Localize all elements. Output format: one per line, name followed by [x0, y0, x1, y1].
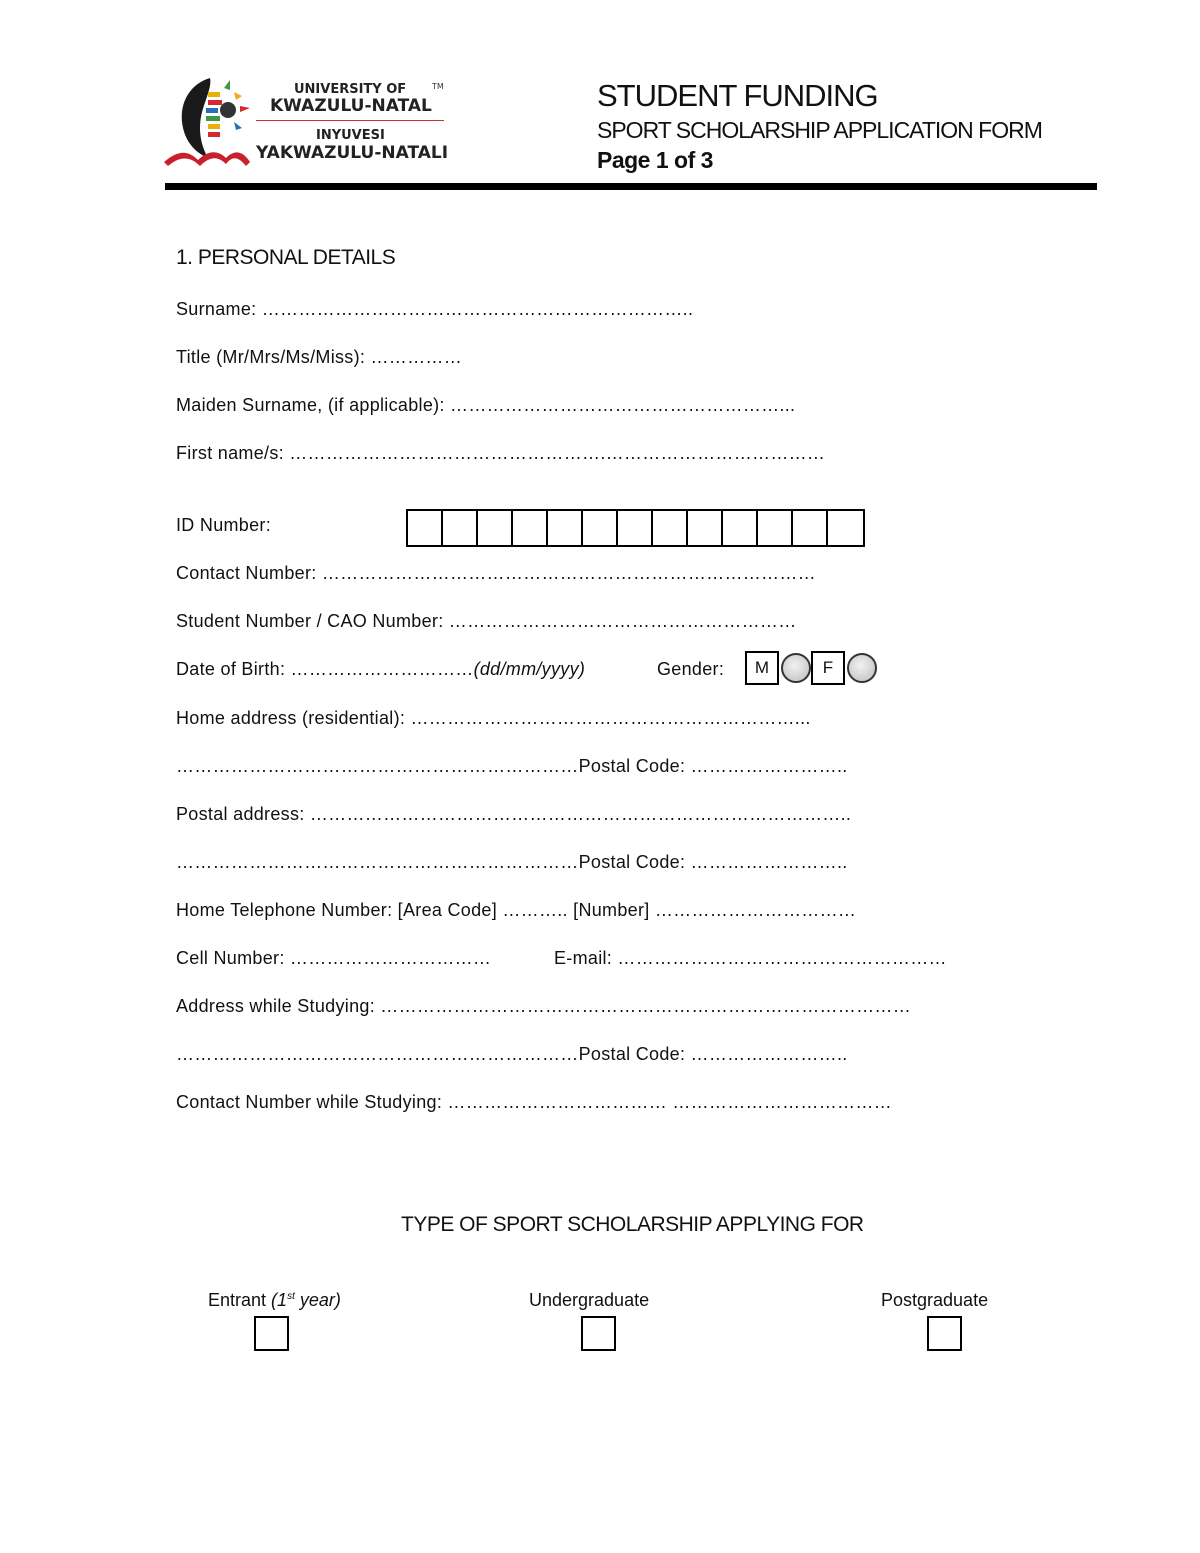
undergraduate-checkbox[interactable] [581, 1316, 616, 1351]
entrant-checkbox[interactable] [254, 1316, 289, 1351]
entrant-label-superscript: st [287, 1291, 295, 1302]
header-divider [165, 183, 1097, 190]
cell-number-field[interactable]: Cell Number: …………………………… [176, 948, 492, 968]
date-of-birth-field[interactable]: Date of Birth: ………………………… [176, 659, 474, 679]
gender-f-radio[interactable] [847, 653, 877, 683]
id-digit-box[interactable] [548, 511, 583, 545]
surname-field[interactable]: Surname: …………………………………………………………….. [176, 299, 694, 319]
email-field[interactable]: E-mail: ……………………………………………… [554, 948, 947, 968]
postal-address-field[interactable]: Postal address: …………………………………………………………………………….. [176, 804, 852, 824]
id-digit-box[interactable] [723, 511, 758, 545]
id-digit-box[interactable] [443, 511, 478, 545]
id-digit-box[interactable] [653, 511, 688, 545]
id-digit-box[interactable] [793, 511, 828, 545]
postgraduate-label: Postgraduate [881, 1290, 989, 1310]
id-digit-box[interactable] [478, 511, 513, 545]
logo-line-yakwazulu-natali: YAKWAZULU-NATALI [256, 143, 449, 163]
page-indicator: Page 1 of 3 [597, 147, 713, 173]
date-of-birth-row [176, 659, 585, 680]
logo-line-kwazulu-natal: KWAZULU-NATAL [270, 96, 432, 116]
postal-address-postal-code-field[interactable]: …………………………………………………………Postal Code: …………………….. [176, 852, 848, 872]
section-heading-personal-details: 1. PERSONAL DETAILS [176, 246, 396, 269]
logo-line-inyuvesi: INYUVESI [316, 128, 385, 143]
maiden-surname-field[interactable]: Maiden Surname, (if applicable): ………………………………………………... [176, 395, 796, 415]
gender-f-box: F [811, 651, 845, 685]
contact-while-studying-field[interactable]: Contact Number while Studying: ……………………………… ……………………………… [176, 1092, 892, 1112]
id-digit-box[interactable] [828, 511, 863, 545]
gender-m-box: M [745, 651, 779, 685]
entrant-label-year-suffix: year) [294, 1290, 341, 1310]
logo-trademark: TM [432, 82, 444, 91]
home-telephone-field[interactable]: Home Telephone Number: [Area Code] ……….. [Number] …………………………… [176, 900, 857, 920]
id-digit-box[interactable] [688, 511, 723, 545]
postgraduate-checkbox[interactable] [927, 1316, 962, 1351]
home-address-postal-code-field[interactable]: …………………………………………………………Postal Code: …………………….. [176, 756, 848, 776]
form-title: STUDENT FUNDING [597, 78, 878, 113]
student-number-field[interactable]: Student Number / CAO Number: ………………………………………………… [176, 611, 797, 631]
id-digit-box[interactable] [618, 511, 653, 545]
address-while-studying-field[interactable]: Address while Studying: …………………………………………………………………………… [176, 996, 912, 1016]
scholarship-type-heading: TYPE OF SPORT SCHOLARSHIP APPLYING FOR [401, 1213, 864, 1236]
form-subtitle: SPORT SCHOLARSHIP APPLICATION FORM [597, 117, 1042, 143]
id-digit-box[interactable] [758, 511, 793, 545]
entrant-label-text: Entrant [208, 1290, 272, 1310]
entrant-label-year: (1 [271, 1290, 288, 1310]
first-names-field[interactable]: First name/s: …………………………………………….……………………………… [176, 443, 826, 463]
logo-line-university-of: UNIVERSITY OF [294, 82, 407, 97]
contact-number-field[interactable]: Contact Number: ……………………………………………………………………… [176, 563, 816, 583]
logo-divider [256, 120, 444, 121]
id-number-label: ID Number: [176, 515, 272, 535]
studying-postal-code-field[interactable]: …………………………………………………………Postal Code: …………………….. [176, 1044, 848, 1064]
id-number-boxes [406, 509, 865, 547]
title-field[interactable]: Title (Mr/Mrs/Ms/Miss): …………… [176, 347, 462, 367]
date-format-hint: (dd/mm/yyyy) [473, 659, 586, 679]
undergraduate-label: Undergraduate [529, 1290, 650, 1310]
id-digit-box[interactable] [583, 511, 618, 545]
gender-label: Gender: [657, 659, 725, 679]
home-address-field[interactable]: Home address (residential): ………………………………………………………... [176, 708, 811, 728]
gender-m-radio[interactable] [781, 653, 811, 683]
id-digit-box[interactable] [513, 511, 548, 545]
entrant-label [208, 1290, 341, 1311]
id-digit-box[interactable] [408, 511, 443, 545]
